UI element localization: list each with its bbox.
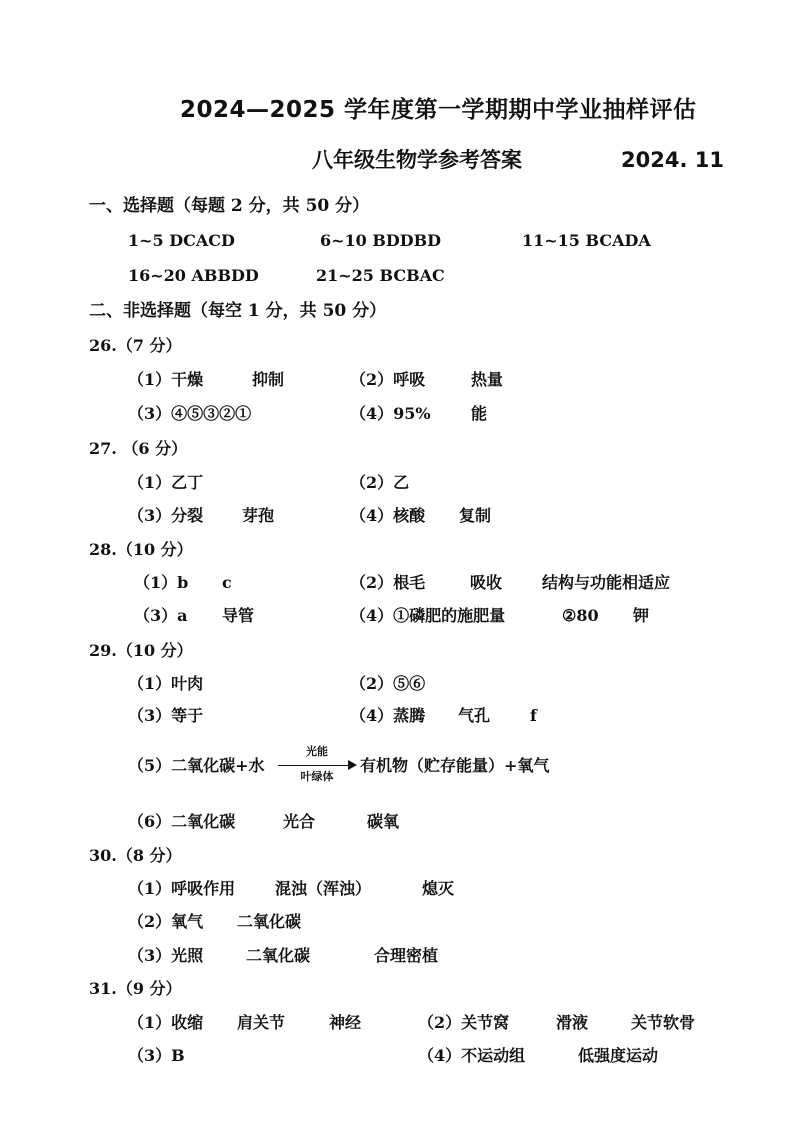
q31-answer: （3）B [128,1046,185,1065]
q28-answer: （1）b [134,573,189,592]
mc-answers-16-20: 16~20 ABBDD [128,266,259,285]
mc-answers-1-5: 1~5 DCACD [128,231,235,250]
q30-answer: （3）光照 [128,946,204,965]
q30-answer: （2）氧气 [128,912,204,931]
q28-answer: （2）根毛 [350,573,426,592]
q28-answer: 钾 [633,606,650,625]
q30-answer: 合理密植 [374,946,439,965]
q30-answer: （1）呼吸作用 [128,879,236,898]
equation-reactants: （5）二氧化碳+水 [128,756,265,775]
q31-answer: （4）不运动组 [418,1046,526,1065]
q28-answer: （4）①磷肥的施肥量 [350,606,506,625]
q26-answer: 抑制 [252,370,285,389]
q29-answer: 碳氧 [367,812,400,831]
q29-answer: f [530,706,537,725]
q28-answer: ②80 [562,606,599,625]
mc-answers-6-10: 6~10 BDDBD [320,231,442,250]
question-29-heading: 29.（10 分） [89,641,193,660]
q26-answer: 能 [471,404,488,423]
document-date: 2024. 11 [621,148,724,172]
question-31-heading: 31.（9 分） [89,979,182,998]
question-26-heading: 26.（7 分） [89,336,182,355]
q29-answer: 气孔 [458,706,491,725]
section-non-multiple-choice-heading: 二、非选择题（每空 1 分，共 50 分） [89,301,387,321]
arrow-shaft [278,765,350,766]
mc-answers-11-15: 11~15 BCADA [522,231,651,250]
q29-answer: 光合 [283,812,316,831]
page-title: 2024—2025 学年度第一学期期中学业抽样评估 [180,97,697,123]
q28-answer: 吸收 [470,573,503,592]
reaction-arrow [276,743,358,787]
q27-answer: 芽孢 [242,506,275,525]
arrow-condition-top: 光能 [306,745,328,758]
q31-answer: 滑液 [556,1013,589,1032]
q27-answer: 复制 [459,506,492,525]
q31-answer: 低强度运动 [578,1046,659,1065]
q29-answer: （4）蒸腾 [350,706,426,725]
q28-answer: 结构与功能相适应 [542,573,671,592]
q30-answer: 二氧化碳 [246,946,311,965]
q30-answer: 混浊（浑浊） [275,879,372,898]
q31-answer: 神经 [329,1013,362,1032]
q27-answer: （1）乙丁 [128,473,204,492]
q29-answer: （6）二氧化碳 [128,812,236,831]
q30-answer: 熄灭 [422,879,455,898]
arrow-condition-bottom: 叶绿体 [300,770,334,783]
q29-answer: （3）等于 [128,706,204,725]
q31-answer: （1）收缩 [128,1013,204,1032]
q30-answer: 二氧化碳 [237,912,302,931]
equation-products: 有机物（贮存能量）+氧气 [360,756,550,775]
question-28-heading: 28.（10 分） [89,540,193,559]
q31-answer: （2）关节窝 [418,1013,510,1032]
q27-answer: （2）乙 [350,473,410,492]
question-30-heading: 30.（8 分） [89,846,182,865]
question-27-heading: 27. （6 分） [89,439,188,458]
q28-answer: （3）a [134,606,188,625]
q27-answer: （3）分裂 [128,506,204,525]
q29-answer: （2）⑤⑥ [350,674,426,693]
q28-answer: 导管 [222,606,255,625]
q28-answer: c [222,573,232,592]
mc-answers-21-25: 21~25 BCBAC [316,266,445,285]
q27-answer: （4）核酸 [350,506,426,525]
q26-answer: （1）干燥 [128,370,204,389]
q31-answer: 关节软骨 [631,1013,696,1032]
q26-answer: （2）呼吸 [350,370,426,389]
arrow-head-icon [348,760,357,770]
q26-answer: 热量 [471,370,504,389]
section-multiple-choice-heading: 一、选择题（每题 2 分，共 50 分） [89,196,370,216]
page-subtitle: 八年级生物学参考答案 [312,148,522,172]
q31-answer: 肩关节 [237,1013,286,1032]
q29-answer: （1）叶肉 [128,674,204,693]
q26-answer: （3）④⑤③②① [128,404,252,423]
q26-answer: （4）95% [350,404,431,423]
